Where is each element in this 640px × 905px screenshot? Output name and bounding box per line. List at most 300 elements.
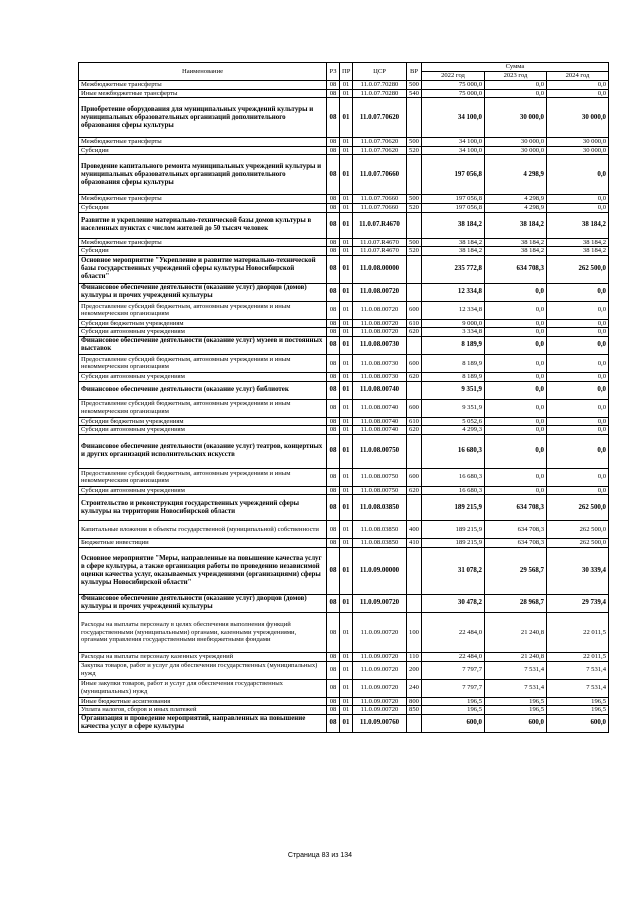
cell-name: Проведение капитального ремонта муниципальных учреждений культуры и муниципальных образовательных организаций дополнительного образования сферы культуры [79, 155, 327, 195]
cell-vr: 100 [407, 612, 422, 652]
cell-vr: 620 [407, 328, 422, 337]
cell-2022: 34 100,0 [422, 146, 485, 155]
cell-name: Предоставление субсидий бюджетным, автономным учреждениям и иным некоммерческим организациям [79, 399, 327, 417]
cell-2022: 600,0 [422, 714, 485, 732]
cell-pr: 01 [340, 697, 353, 706]
cell-vr: 520 [407, 146, 422, 155]
cell-csr: 11.0.07.70280 [353, 89, 407, 98]
cell-2023: 0,0 [485, 328, 547, 337]
cell-pr: 01 [340, 417, 353, 426]
table-row [79, 547, 609, 594]
cell-csr: 11.0.08.00720 [353, 328, 407, 337]
cell-2024: 22 011,5 [547, 652, 609, 661]
cell-2022: 38 184,2 [422, 212, 485, 238]
cell-pr: 01 [340, 301, 353, 319]
cell-rz: 08 [327, 434, 340, 468]
cell-name: Субсидии бюджетным учреждениям [79, 319, 327, 328]
cell-pr: 01 [340, 547, 353, 594]
cell-name: Иные бюджетные ассигнования [79, 697, 327, 706]
cell-2022: 12 334,8 [422, 283, 485, 301]
table-row [79, 697, 609, 706]
cell-name: Приобретение оборудования для муниципальных учреждений культуры и муниципальных образовательных организаций дополнительного образования сферы культуры [79, 98, 327, 138]
cell-2023: 634 708,3 [485, 255, 547, 283]
cell-2022: 9 351,9 [422, 399, 485, 417]
cell-2024: 30 000,0 [547, 138, 609, 147]
table-row [79, 238, 609, 247]
cell-2023: 634 708,3 [485, 539, 547, 548]
table-row [79, 212, 609, 238]
cell-pr: 01 [340, 679, 353, 697]
cell-pr: 01 [340, 495, 353, 521]
cell-2023: 29 568,7 [485, 547, 547, 594]
cell-csr: 11.0.09.00720 [353, 594, 407, 612]
table-row [79, 81, 609, 90]
cell-2024: 0,0 [547, 155, 609, 195]
cell-csr: 11.0.08.00730 [353, 354, 407, 372]
cell-2023: 38 184,2 [485, 212, 547, 238]
cell-rz: 08 [327, 328, 340, 337]
cell-name: Основное мероприятие "Меры, направленные на повышение качества услуг в сфере культуры, а также организация работы по проведению независимой оценки качества услуг, оказываемых учреждениями (организациями) сферы культуры Новосибирской области" [79, 547, 327, 594]
cell-rz: 08 [327, 468, 340, 486]
cell-rz: 08 [327, 89, 340, 98]
cell-csr: 11.0.09.00720 [353, 652, 407, 661]
cell-pr: 01 [340, 521, 353, 539]
cell-rz: 08 [327, 98, 340, 138]
cell-csr: 11.0.09.00720 [353, 661, 407, 679]
cell-name: Расходы на выплаты персоналу казенных учреждений [79, 652, 327, 661]
cell-pr: 01 [340, 661, 353, 679]
cell-pr: 01 [340, 612, 353, 652]
cell-name: Иные закупки товаров, работ и услуг для обеспечения государственных (муниципальных) нужд [79, 679, 327, 697]
cell-pr: 01 [340, 155, 353, 195]
cell-name: Капитальные вложения в объекты государственной (муниципальной) собственности [79, 521, 327, 539]
header-csr: ЦСР [353, 63, 407, 81]
cell-2024: 30 339,4 [547, 547, 609, 594]
cell-name: Финансовое обеспечение деятельности (оказание услуг) дворцов (домов) культуры и прочих учреждений культуры [79, 283, 327, 301]
cell-rz: 08 [327, 486, 340, 495]
table-row [79, 417, 609, 426]
cell-2024: 7 531,4 [547, 679, 609, 697]
cell-vr: 600 [407, 399, 422, 417]
cell-2022: 16 680,3 [422, 486, 485, 495]
table-row [79, 328, 609, 337]
cell-csr: 11.0.07.70620 [353, 138, 407, 147]
cell-rz: 08 [327, 399, 340, 417]
cell-csr: 11.0.08.00740 [353, 417, 407, 426]
cell-pr: 01 [340, 468, 353, 486]
cell-2022: 9 351,9 [422, 381, 485, 399]
cell-name: Предоставление субсидий бюджетным, автономным учреждениям и иным некоммерческим организациям [79, 354, 327, 372]
cell-pr: 01 [340, 203, 353, 212]
cell-2024: 0,0 [547, 301, 609, 319]
cell-rz: 08 [327, 354, 340, 372]
cell-2023: 196,5 [485, 706, 547, 715]
cell-2023: 4 298,9 [485, 195, 547, 204]
cell-2024: 0,0 [547, 283, 609, 301]
cell-2022: 4 299,3 [422, 426, 485, 435]
table-row [79, 255, 609, 283]
cell-2024: 0,0 [547, 426, 609, 435]
cell-2022: 75 000,0 [422, 89, 485, 98]
table-row [79, 146, 609, 155]
cell-csr: 11.0.07.70620 [353, 98, 407, 138]
cell-rz: 08 [327, 155, 340, 195]
cell-csr: 11.0.08.00000 [353, 255, 407, 283]
cell-vr: 410 [407, 539, 422, 548]
cell-2024: 0,0 [547, 399, 609, 417]
cell-name: Иные межбюджетные трансферты [79, 89, 327, 98]
cell-2023: 7 531,4 [485, 661, 547, 679]
cell-name: Межбюджетные трансферты [79, 238, 327, 247]
cell-2024: 38 184,2 [547, 247, 609, 256]
cell-2022: 22 484,0 [422, 612, 485, 652]
cell-2023: 30 000,0 [485, 146, 547, 155]
cell-name: Уплата налогов, сборов и иных платежей [79, 706, 327, 715]
cell-pr: 01 [340, 434, 353, 468]
header-rz: РЗ [327, 63, 340, 81]
cell-rz: 08 [327, 212, 340, 238]
cell-pr: 01 [340, 426, 353, 435]
cell-name: Закупка товаров, работ и услуг для обеспечения государственных (муниципальных) нужд [79, 661, 327, 679]
table-row [79, 98, 609, 138]
cell-vr: 500 [407, 238, 422, 247]
cell-rz: 08 [327, 203, 340, 212]
cell-2024: 0,0 [547, 372, 609, 381]
table-row [79, 283, 609, 301]
cell-2023: 28 968,7 [485, 594, 547, 612]
cell-pr: 01 [340, 354, 353, 372]
cell-2023: 600,0 [485, 714, 547, 732]
cell-name: Субсидии [79, 247, 327, 256]
cell-rz: 08 [327, 697, 340, 706]
cell-2023: 7 531,4 [485, 679, 547, 697]
table-row [79, 336, 609, 354]
cell-pr: 01 [340, 706, 353, 715]
cell-2024: 38 184,2 [547, 238, 609, 247]
cell-csr: 11.0.08.00740 [353, 381, 407, 399]
cell-pr: 01 [340, 238, 353, 247]
cell-pr: 01 [340, 283, 353, 301]
cell-rz: 08 [327, 81, 340, 90]
cell-vr: 500 [407, 81, 422, 90]
cell-rz: 08 [327, 195, 340, 204]
cell-name: Финансовое обеспечение деятельности (оказание услуг) библиотек [79, 381, 327, 399]
cell-name: Межбюджетные трансферты [79, 195, 327, 204]
cell-csr: 11.0.07.R4670 [353, 247, 407, 256]
table-row [79, 521, 609, 539]
cell-name: Предоставление субсидий бюджетным, автономным учреждениям и иным некоммерческим организациям [79, 468, 327, 486]
table-row [79, 372, 609, 381]
cell-2023: 0,0 [485, 336, 547, 354]
cell-name: Основное мероприятие "Укрепление и развитие материально-технической базы государственных учреждений сферы культуры Новосибирской области" [79, 255, 327, 283]
cell-2022: 7 797,7 [422, 661, 485, 679]
cell-name: Субсидии [79, 203, 327, 212]
cell-2022: 189 215,9 [422, 521, 485, 539]
cell-csr: 11.0.08.00740 [353, 399, 407, 417]
cell-rz: 08 [327, 372, 340, 381]
cell-pr: 01 [340, 212, 353, 238]
cell-rz: 08 [327, 301, 340, 319]
cell-2023: 0,0 [485, 319, 547, 328]
cell-2022: 189 215,9 [422, 495, 485, 521]
cell-2024: 196,5 [547, 706, 609, 715]
cell-rz: 08 [327, 706, 340, 715]
header-pr: ПР [340, 63, 353, 81]
cell-csr: 11.0.08.03850 [353, 539, 407, 548]
table-row [79, 247, 609, 256]
table-row [79, 89, 609, 98]
cell-2022: 34 100,0 [422, 98, 485, 138]
cell-2022: 22 484,0 [422, 652, 485, 661]
header-year-2022: 2022 год [422, 72, 485, 81]
cell-vr: 500 [407, 138, 422, 147]
cell-pr: 01 [340, 652, 353, 661]
cell-pr: 01 [340, 146, 353, 155]
cell-csr: 11.0.08.00750 [353, 468, 407, 486]
cell-2024: 29 739,4 [547, 594, 609, 612]
cell-vr: 850 [407, 706, 422, 715]
cell-2024: 196,5 [547, 697, 609, 706]
cell-pr: 01 [340, 195, 353, 204]
cell-vr: 520 [407, 247, 422, 256]
cell-pr: 01 [340, 247, 353, 256]
cell-rz: 08 [327, 381, 340, 399]
cell-csr: 11.0.07.70660 [353, 195, 407, 204]
table-row [79, 706, 609, 715]
cell-rz: 08 [327, 547, 340, 594]
cell-2023: 38 184,2 [485, 238, 547, 247]
cell-vr: 620 [407, 486, 422, 495]
cell-2023: 0,0 [485, 434, 547, 468]
cell-2023: 21 240,8 [485, 652, 547, 661]
cell-rz: 08 [327, 661, 340, 679]
cell-vr: 540 [407, 89, 422, 98]
cell-2022: 197 056,8 [422, 155, 485, 195]
cell-rz: 08 [327, 238, 340, 247]
cell-vr: 110 [407, 652, 422, 661]
cell-2022: 196,5 [422, 697, 485, 706]
cell-rz: 08 [327, 319, 340, 328]
cell-2022: 38 184,2 [422, 247, 485, 256]
cell-vr: 610 [407, 319, 422, 328]
cell-2024: 22 011,5 [547, 612, 609, 652]
cell-2023: 196,5 [485, 697, 547, 706]
cell-vr: 240 [407, 679, 422, 697]
cell-2022: 8 189,9 [422, 336, 485, 354]
cell-csr: 11.0.07.70280 [353, 81, 407, 90]
table-row [79, 399, 609, 417]
table-row [79, 301, 609, 319]
cell-2023: 0,0 [485, 81, 547, 90]
cell-name: Субсидии автономным учреждениям [79, 426, 327, 435]
cell-2022: 8 189,9 [422, 372, 485, 381]
cell-pr: 01 [340, 372, 353, 381]
cell-vr [407, 98, 422, 138]
cell-name: Субсидии бюджетным учреждениям [79, 417, 327, 426]
cell-name: Расходы на выплаты персоналу в целях обеспечения выполнения функций государственными (муниципальными) органами, казенными учреждениями, органами управления государственными внебюджетными фондами [79, 612, 327, 652]
cell-rz: 08 [327, 539, 340, 548]
cell-pr: 01 [340, 594, 353, 612]
cell-vr: 610 [407, 417, 422, 426]
cell-2024: 0,0 [547, 81, 609, 90]
cell-2022: 75 000,0 [422, 81, 485, 90]
cell-2024: 30 000,0 [547, 98, 609, 138]
cell-2023: 634 708,3 [485, 521, 547, 539]
document-page [78, 62, 608, 733]
cell-2022: 31 078,2 [422, 547, 485, 594]
cell-pr: 01 [340, 89, 353, 98]
table-row [79, 612, 609, 652]
cell-pr: 01 [340, 399, 353, 417]
cell-csr: 11.0.07.70660 [353, 155, 407, 195]
page-number: Страница 83 из 134 [287, 852, 353, 859]
cell-2023: 30 000,0 [485, 138, 547, 147]
cell-vr [407, 381, 422, 399]
cell-name: Субсидии автономным учреждениям [79, 372, 327, 381]
cell-rz: 08 [327, 594, 340, 612]
cell-name: Финансовое обеспечение деятельности (оказание услуг) дворцов (домов) культуры и прочих учреждений культуры [79, 594, 327, 612]
cell-2023: 0,0 [485, 301, 547, 319]
cell-2022: 38 184,2 [422, 238, 485, 247]
cell-2024: 38 184,2 [547, 212, 609, 238]
cell-2022: 9 000,0 [422, 319, 485, 328]
table-row [79, 495, 609, 521]
cell-rz: 08 [327, 247, 340, 256]
cell-name: Межбюджетные трансферты [79, 138, 327, 147]
cell-name: Субсидии [79, 146, 327, 155]
cell-2022: 5 052,6 [422, 417, 485, 426]
cell-2023: 30 000,0 [485, 98, 547, 138]
cell-csr: 11.0.08.00750 [353, 434, 407, 468]
cell-name: Финансовое обеспечение деятельности (оказание услуг) театров, концертных и других организаций исполнительских искусств [79, 434, 327, 468]
cell-vr [407, 495, 422, 521]
cell-2023: 0,0 [485, 381, 547, 399]
cell-2024: 0,0 [547, 195, 609, 204]
cell-2023: 38 184,2 [485, 247, 547, 256]
cell-2024: 0,0 [547, 328, 609, 337]
cell-pr: 01 [340, 539, 353, 548]
cell-csr: 11.0.07.R4670 [353, 238, 407, 247]
cell-vr: 200 [407, 661, 422, 679]
cell-csr: 11.0.09.00720 [353, 697, 407, 706]
cell-2022: 7 797,7 [422, 679, 485, 697]
cell-vr [407, 714, 422, 732]
header-sum: Сумма [422, 63, 609, 72]
cell-2024: 262 500,0 [547, 255, 609, 283]
cell-csr: 11.0.08.00750 [353, 486, 407, 495]
cell-vr: 600 [407, 468, 422, 486]
cell-2022: 197 056,8 [422, 203, 485, 212]
cell-2024: 262 500,0 [547, 539, 609, 548]
header-year-2023: 2023 год [485, 72, 547, 81]
cell-rz: 08 [327, 138, 340, 147]
cell-2023: 0,0 [485, 426, 547, 435]
cell-2024: 262 500,0 [547, 495, 609, 521]
cell-csr: 11.0.07.70660 [353, 203, 407, 212]
cell-name: Организация и проведение мероприятий, направленных на повышение качества услуг в сфере культуры [79, 714, 327, 732]
cell-name: Субсидии автономным учреждениям [79, 328, 327, 337]
cell-pr: 01 [340, 714, 353, 732]
cell-rz: 08 [327, 521, 340, 539]
cell-2023: 0,0 [485, 468, 547, 486]
cell-csr: 11.0.07.70620 [353, 146, 407, 155]
cell-pr: 01 [340, 138, 353, 147]
cell-2024: 0,0 [547, 354, 609, 372]
cell-2022: 8 189,9 [422, 354, 485, 372]
table-row [79, 679, 609, 697]
cell-vr: 620 [407, 372, 422, 381]
cell-pr: 01 [340, 81, 353, 90]
cell-2022: 30 478,2 [422, 594, 485, 612]
cell-pr: 01 [340, 319, 353, 328]
cell-2022: 16 680,3 [422, 434, 485, 468]
cell-2022: 3 334,8 [422, 328, 485, 337]
cell-2023: 4 298,9 [485, 155, 547, 195]
table-row [79, 426, 609, 435]
cell-2024: 7 531,4 [547, 661, 609, 679]
cell-2023: 4 298,9 [485, 203, 547, 212]
cell-vr [407, 283, 422, 301]
cell-rz: 08 [327, 495, 340, 521]
cell-pr: 01 [340, 381, 353, 399]
cell-name: Строительство и реконструкция государственных учреждений сферы культуры на территории Новосибирской области [79, 495, 327, 521]
cell-vr: 520 [407, 203, 422, 212]
cell-2022: 197 056,8 [422, 195, 485, 204]
cell-csr: 11.0.07.R4670 [353, 212, 407, 238]
cell-csr: 11.0.09.00760 [353, 714, 407, 732]
cell-2023: 21 240,8 [485, 612, 547, 652]
cell-vr [407, 434, 422, 468]
cell-name: Бюджетные инвестиции [79, 539, 327, 548]
cell-pr: 01 [340, 98, 353, 138]
cell-2024: 600,0 [547, 714, 609, 732]
cell-vr [407, 594, 422, 612]
cell-vr [407, 547, 422, 594]
cell-csr: 11.0.08.00730 [353, 336, 407, 354]
cell-rz: 08 [327, 612, 340, 652]
cell-csr: 11.0.08.00740 [353, 426, 407, 435]
table-row [79, 486, 609, 495]
header-year-2024: 2024 год [547, 72, 609, 81]
cell-csr: 11.0.08.00720 [353, 301, 407, 319]
cell-vr: 400 [407, 521, 422, 539]
cell-2024: 0,0 [547, 486, 609, 495]
table-row [79, 155, 609, 195]
cell-csr: 11.0.08.03850 [353, 521, 407, 539]
cell-rz: 08 [327, 146, 340, 155]
cell-rz: 08 [327, 679, 340, 697]
cell-pr: 01 [340, 328, 353, 337]
header-name: Наименование [79, 63, 327, 81]
cell-vr: 500 [407, 195, 422, 204]
cell-vr: 600 [407, 354, 422, 372]
cell-2024: 0,0 [547, 203, 609, 212]
table-row [79, 594, 609, 612]
cell-2022: 12 334,8 [422, 301, 485, 319]
cell-csr: 11.0.08.00730 [353, 372, 407, 381]
cell-2024: 0,0 [547, 434, 609, 468]
cell-2022: 235 772,8 [422, 255, 485, 283]
cell-rz: 08 [327, 255, 340, 283]
table-row [79, 319, 609, 328]
table-row [79, 652, 609, 661]
cell-rz: 08 [327, 426, 340, 435]
table-row [79, 539, 609, 548]
cell-csr: 11.0.08.00720 [353, 319, 407, 328]
cell-2023: 0,0 [485, 417, 547, 426]
cell-csr: 11.0.09.00720 [353, 679, 407, 697]
cell-vr [407, 255, 422, 283]
